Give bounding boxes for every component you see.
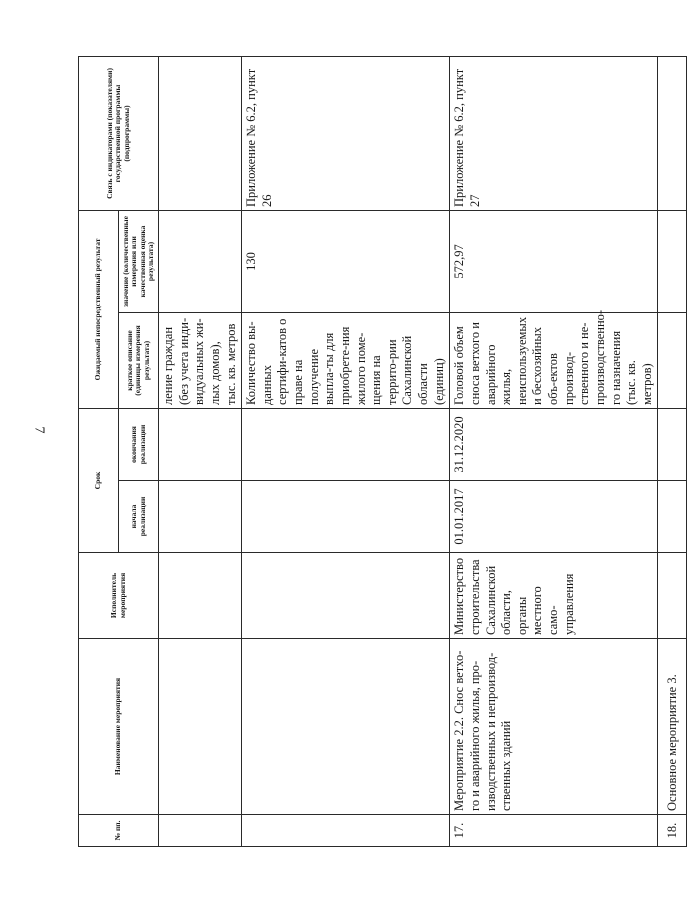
activities-table	[78, 56, 687, 847]
cell-start	[159, 481, 242, 553]
header-end: окончания реализации	[119, 408, 159, 480]
cell-start	[242, 481, 450, 553]
cell-start: 01.01.2017	[450, 481, 658, 553]
cell-executor: Министерство строительства Сахалинской области, органы местного само-управления	[450, 553, 658, 639]
cell-end: 31.12.2020	[450, 408, 658, 480]
header-row-top	[79, 56, 119, 846]
cell-name	[159, 639, 242, 815]
table-row	[658, 56, 687, 846]
header-value: значение (количественные измерения или качественная оценка результата)	[119, 210, 159, 312]
header-num: № пп.	[79, 815, 159, 847]
cell-executor	[242, 553, 450, 639]
cell-start	[658, 481, 687, 553]
cell-link	[159, 56, 242, 210]
table-row	[450, 56, 658, 846]
cell-link: Приложение № 6.2, пункт 26	[242, 56, 450, 210]
header-executor: Исполнитель мероприятия	[79, 553, 159, 639]
cell-num: 17.	[450, 815, 658, 847]
cell-value: 572,97	[450, 210, 658, 312]
page-number: 7	[31, 426, 47, 434]
header-link: Связь с индикаторами (показателями) государственной программы (подпрограммы)	[79, 56, 159, 210]
cell-end	[658, 408, 687, 480]
header-expected: Ожидаемый непосредственный результат	[79, 210, 119, 408]
cell-end	[159, 408, 242, 480]
rotated-table-wrapper	[78, 57, 679, 847]
cell-value: 130	[242, 210, 450, 312]
header-name: Наименование мероприятия	[79, 639, 159, 815]
cell-num	[242, 815, 450, 847]
table-row	[242, 56, 450, 846]
cell-name: Мероприятие 2.2. Снос ветхо-го и аварийного жилья, про-изводственных и непроизвод-ственных зданий	[450, 639, 658, 815]
cell-end	[242, 408, 450, 480]
cell-desc: Количество вы-данных сертифи-катов о праве на получение выпла-ты для приобрете-ния жилого поме-щения на террито-рии Сахалинской области (единиц)	[242, 312, 450, 408]
cell-desc: Головой объем сноса ветхого и аварийного жилья, неиспользуемых и бесхозяйных объ-ектов производ-ственного и не-производственно-го назначения (тыс. кв. метров)	[450, 312, 658, 408]
header-term: Срок	[79, 408, 119, 552]
cell-link	[658, 56, 687, 210]
cell-name	[242, 639, 450, 815]
cell-value	[159, 210, 242, 312]
cell-link: Приложение № 6.2, пункт 27	[450, 56, 658, 210]
cell-executor	[159, 553, 242, 639]
cell-num: 18.	[658, 815, 687, 847]
cell-name: Основное мероприятие 3.	[658, 639, 687, 815]
header-start: начала реализации	[119, 481, 159, 553]
header-desc: краткое описание (единицы измерения результата)	[119, 312, 159, 408]
cell-desc: ление граждан (без учета инди-видуальных жи-лых домов), тыс. кв. метров	[159, 312, 242, 408]
cell-desc	[658, 312, 687, 408]
cell-num	[159, 815, 242, 847]
cell-executor	[658, 553, 687, 639]
table-row	[159, 56, 242, 846]
cell-value	[658, 210, 687, 312]
